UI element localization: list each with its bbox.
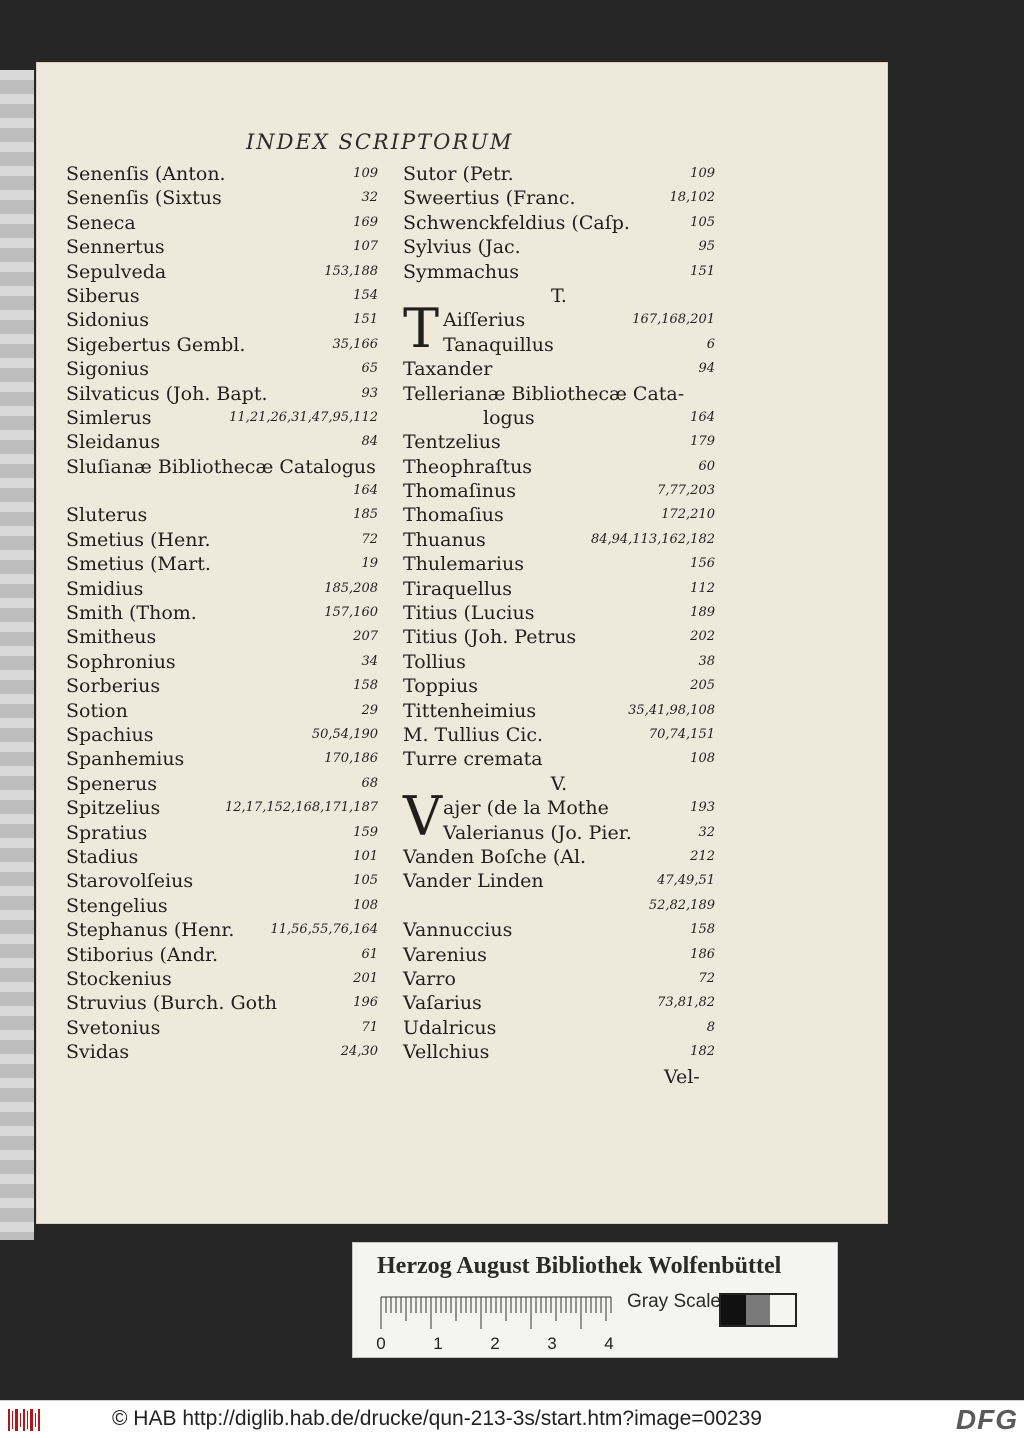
entry-pages: 205: [690, 678, 715, 694]
entry-pages: 112: [690, 580, 715, 596]
entry-pages: 18,102: [669, 190, 715, 206]
entry-name: Silvaticus (Joh. Bapt.: [66, 382, 268, 405]
index-entry: [403, 406, 715, 430]
entry-name: Spachius: [66, 723, 154, 746]
entry-name: Thomaſinus: [403, 480, 517, 503]
index-entry: [66, 723, 378, 747]
entry-name: Sorberius: [66, 675, 161, 698]
index-entry: [66, 772, 378, 796]
entry-pages: 158: [353, 678, 378, 694]
entry-name: Senenſis (Sixtus: [66, 187, 222, 210]
entry-name: Spenerus: [66, 772, 157, 795]
index-entry: [403, 382, 715, 406]
entry-name: Stadius: [66, 845, 139, 868]
index-entry: [66, 601, 378, 625]
entry-pages: 151: [690, 263, 715, 279]
index-entry: [66, 503, 378, 527]
entry-pages: 6: [706, 336, 715, 352]
entry-name: logus: [483, 406, 535, 429]
entry-pages: 151: [353, 312, 378, 328]
entry-pages: 7,77,203: [657, 483, 715, 499]
gray-scale-swatches: [719, 1293, 797, 1327]
entry-pages: 32: [698, 824, 715, 840]
adjacent-page-edge: [0, 70, 34, 1240]
entry-name: Smidius: [66, 577, 144, 600]
entry-name: Seneca: [66, 211, 136, 234]
entry-name: Tittenheimius: [403, 699, 537, 722]
entry-pages: 167,168,201: [632, 312, 715, 328]
entry-pages: 154: [353, 287, 378, 303]
entry-name: Titius (Joh. Petrus: [403, 626, 577, 649]
entry-pages: 94: [698, 361, 715, 377]
entry-pages: 8: [706, 1019, 715, 1035]
index-entry: [403, 260, 715, 284]
entry-pages: 71: [361, 1019, 378, 1035]
ruler-number: 3: [547, 1334, 557, 1353]
entry-name: Sigonius: [66, 358, 149, 381]
index-entry: [66, 235, 378, 259]
ruler-scale: [371, 1291, 621, 1353]
entry-name: Simlerus: [66, 406, 152, 429]
index-entry: [403, 503, 715, 527]
entry-pages: 50,54,190: [311, 726, 378, 742]
index-entry: [403, 699, 715, 723]
index-entry: [66, 845, 378, 869]
entry-pages: 159: [353, 824, 378, 840]
entry-name: Vellchius: [403, 1041, 490, 1064]
entry-pages: 105: [353, 873, 378, 889]
running-head: INDEX SCRIPTORUM: [246, 130, 514, 154]
entry-name: Schwenckfeldius (Caſp.: [403, 211, 630, 234]
ruler-number: 4: [604, 1334, 614, 1353]
entry-pages: 38: [698, 653, 715, 669]
index-entry: [66, 528, 378, 552]
entry-pages: 202: [690, 629, 715, 645]
index-entry: [66, 284, 378, 308]
entry-pages: 107: [353, 239, 378, 255]
index-entry: [403, 869, 715, 893]
entry-name: Sennertus: [66, 236, 165, 259]
section-letter: [403, 772, 715, 796]
section-letter: [403, 284, 715, 308]
ruler-number: 1: [433, 1334, 443, 1353]
entry-pages: 185: [353, 507, 378, 523]
index-entry: [403, 747, 715, 771]
entry-name: Sluſianæ Bibliothecæ Catalogus: [66, 455, 376, 478]
index-entry: [66, 650, 378, 674]
drop-cap: V: [403, 785, 442, 849]
entry-name: Stephanus (Henr.: [66, 919, 235, 942]
index-entry: [66, 796, 378, 820]
entry-name: Stengelius: [66, 894, 168, 917]
entry-pages: 196: [353, 995, 378, 1011]
entry-pages: 186: [690, 946, 715, 962]
section-letter-text: T.: [551, 284, 567, 307]
index-entry: [403, 967, 715, 991]
index-entry: [66, 967, 378, 991]
entry-pages: 35,166: [332, 336, 378, 352]
entry-pages: 34: [361, 653, 378, 669]
entry-pages: 70,74,151: [648, 726, 715, 742]
index-entry: [403, 430, 715, 454]
entry-pages: 61: [361, 946, 378, 962]
entry-name: Sidonius: [66, 309, 149, 332]
ruler-number: 0: [376, 1334, 386, 1353]
library-label-card: [352, 1242, 838, 1358]
index-entry: [403, 918, 715, 942]
entry-pages: 95: [698, 239, 715, 255]
index-entry: [66, 747, 378, 771]
entry-name: Sweertius (Franc.: [403, 187, 576, 210]
index-entry: [403, 211, 715, 235]
index-entry: [403, 235, 715, 259]
index-entry: [403, 674, 715, 698]
gray-scale-label: Gray Scale: [627, 1291, 721, 1312]
entry-name: Spitzelius: [66, 797, 161, 820]
gray-swatch-light: [770, 1295, 795, 1325]
hab-barcode-logo: [6, 1407, 44, 1433]
entry-name: Titius (Lucius: [403, 602, 535, 625]
entry-pages: 47,49,51: [657, 873, 715, 889]
entry-pages: 157,160: [324, 605, 378, 621]
entry-pages: 32: [361, 190, 378, 206]
entry-pages: 84: [361, 434, 378, 450]
footer-copyright-url: © HAB http://diglib.hab.de/drucke/qun-213-3s/start.htm?image=00239: [112, 1407, 762, 1430]
index-entry: [66, 308, 378, 332]
index-column-left: [66, 162, 378, 1064]
index-entry: [403, 601, 715, 625]
entry-name: Tellerianæ Bibliothecæ Cata-: [403, 382, 685, 405]
entry-pages: 179: [690, 434, 715, 450]
ruler-number: 2: [490, 1334, 500, 1353]
index-entry: [66, 186, 378, 210]
index-entry: [66, 479, 378, 503]
index-entry: [403, 821, 715, 845]
entry-name: Sleidanus: [66, 431, 161, 454]
entry-name: Svidas: [66, 1041, 130, 1064]
entry-pages: 109: [690, 166, 715, 181]
index-entry: [403, 552, 715, 576]
entry-name: Stockenius: [66, 967, 172, 990]
entry-name: Stiborius (Andr.: [66, 943, 219, 966]
entry-pages: 60: [698, 458, 715, 474]
entry-pages: 29: [361, 702, 378, 718]
entry-pages: 101: [353, 848, 378, 864]
entry-name: Symmachus: [403, 260, 519, 283]
section-letter-text: V.: [550, 772, 568, 795]
entry-pages: 68: [361, 775, 378, 791]
entry-name: M. Tullius Cic.: [403, 723, 543, 746]
index-entry: [66, 430, 378, 454]
drop-cap: T: [403, 297, 440, 361]
index-entry: [403, 162, 715, 186]
gray-swatch-mid: [746, 1295, 771, 1325]
entry-pages: 158: [690, 922, 715, 938]
index-entry: [66, 260, 378, 284]
entry-pages: 153,188: [324, 263, 378, 279]
entry-name: Vander Linden: [403, 870, 544, 893]
entry-pages: 65: [361, 361, 378, 377]
index-entry: [66, 455, 378, 479]
index-entry: [403, 455, 715, 479]
entry-pages: 35,41,98,108: [628, 702, 715, 718]
index-column-right: [403, 162, 715, 1064]
index-entry: [66, 674, 378, 698]
index-entry: [66, 918, 378, 942]
entry-pages: 108: [690, 751, 715, 767]
index-entry: [66, 894, 378, 918]
index-entry: [66, 943, 378, 967]
index-entry: [66, 577, 378, 601]
entry-name: Thuanus: [403, 528, 486, 551]
entry-pages: 169: [353, 214, 378, 230]
entry-pages: 52,82,189: [648, 897, 715, 913]
entry-name: Sepulveda: [66, 260, 167, 283]
entry-pages: 12,17,152,168,171,187: [225, 800, 378, 816]
entry-name: Tanaquillus: [443, 333, 554, 356]
entry-name: Spratius: [66, 821, 148, 844]
index-entry: [403, 186, 715, 210]
entry-pages: 172,210: [661, 507, 715, 523]
entry-pages: 24,30: [340, 1044, 378, 1060]
entry-name: Struvius (Burch. Goth: [66, 992, 277, 1015]
index-entry: [403, 357, 715, 381]
entry-name: Smetius (Mart.: [66, 553, 211, 576]
entry-name: Toppius: [403, 675, 479, 698]
entry-name: Aiſſerius: [443, 309, 526, 332]
entry-pages: 19: [361, 556, 378, 572]
entry-pages: 93: [361, 385, 378, 401]
catchword: Vel-: [664, 1066, 700, 1088]
entry-name: Varro: [403, 967, 456, 990]
entry-name: Vaſarius: [403, 992, 482, 1015]
index-entry: [403, 1040, 715, 1064]
entry-pages: 108: [353, 897, 378, 913]
index-entry: [66, 699, 378, 723]
index-entry: [66, 552, 378, 576]
entry-pages: 164: [353, 483, 378, 499]
entry-pages: 185,208: [324, 580, 378, 596]
entry-name: Smetius (Henr.: [66, 528, 211, 551]
entry-pages: 170,186: [324, 751, 378, 767]
entry-name: Thomaſius: [403, 504, 504, 527]
entry-name: Udalricus: [403, 1016, 497, 1039]
entry-pages: 72: [698, 970, 715, 986]
index-entry: [66, 821, 378, 845]
entry-pages: 201: [353, 970, 378, 986]
index-entry: [403, 991, 715, 1015]
entry-name: Tentzelius: [403, 431, 501, 454]
entry-name: Varenius: [403, 943, 487, 966]
entry-pages: 212: [690, 848, 715, 864]
index-entry: [403, 479, 715, 503]
entry-pages: 84,94,113,162,182: [590, 531, 715, 547]
entry-pages: 109: [353, 166, 378, 181]
index-entry: [66, 333, 378, 357]
index-entry: [403, 1016, 715, 1040]
dfg-logo: DFG: [955, 1404, 1018, 1435]
entry-name: Sutor (Petr.: [403, 163, 514, 185]
entry-name: Sylvius (Jac.: [403, 236, 521, 259]
index-entry: [403, 723, 715, 747]
index-entry: [66, 869, 378, 893]
entry-pages: 207: [353, 629, 378, 645]
index-entry: [66, 991, 378, 1015]
index-entry: [66, 211, 378, 235]
index-entry: [403, 625, 715, 649]
gray-swatch-dark: [721, 1295, 746, 1325]
entry-name: Taxander: [403, 358, 493, 381]
library-name: Herzog August Bibliothek Wolfenbüttel: [377, 1253, 782, 1279]
entry-pages: 11,21,26,31,47,95,112: [229, 409, 378, 425]
entry-name: Tollius: [403, 650, 466, 673]
entry-pages: 164: [690, 409, 715, 425]
index-entry: [403, 650, 715, 674]
entry-name: Spanhemius: [66, 748, 185, 771]
entry-name: ajer (de la Mothe: [443, 797, 609, 820]
footer-bar: [0, 1400, 1024, 1438]
entry-pages: 105: [690, 214, 715, 230]
entry-pages: 11,56,55,76,164: [270, 922, 378, 938]
index-entry: [403, 943, 715, 967]
index-entry: [403, 528, 715, 552]
index-entry: [66, 1016, 378, 1040]
index-entry: [403, 845, 715, 869]
index-entry: [403, 577, 715, 601]
entry-name: Smith (Thom.: [66, 602, 197, 625]
index-entry: [66, 625, 378, 649]
index-entry: [66, 162, 378, 186]
entry-name: Tiraquellus: [403, 577, 512, 600]
index-entry: [66, 406, 378, 430]
entry-name: Turre cremata: [403, 748, 543, 771]
entry-name: Sigebertus Gembl.: [66, 333, 246, 356]
entry-name: Smitheus: [66, 626, 157, 649]
entry-pages: 189: [690, 605, 715, 621]
entry-name: Svetonius: [66, 1016, 161, 1039]
entry-pages: 193: [690, 800, 715, 816]
entry-name: Sophronius: [66, 650, 176, 673]
index-entry: [66, 382, 378, 406]
entry-pages: 72: [361, 531, 378, 547]
index-entry: [403, 894, 715, 918]
entry-pages: 73,81,82: [657, 995, 715, 1011]
entry-name: Vannuccius: [403, 919, 513, 942]
entry-name: Siberus: [66, 284, 140, 307]
entry-name: Sluterus: [66, 504, 148, 527]
entry-name: Vanden Boſche (Al.: [403, 845, 587, 868]
entry-pages: 182: [690, 1044, 715, 1060]
entry-name: Thulemarius: [403, 553, 524, 576]
entry-pages: 156: [690, 556, 715, 572]
index-entry: [403, 333, 715, 357]
entry-name: Theophraſtus: [403, 455, 533, 478]
entry-name: Senenſis (Anton.: [66, 163, 226, 185]
entry-name: Valerianus (Jo. Pier.: [443, 821, 632, 844]
entry-name: Sotion: [66, 699, 128, 722]
index-entry: [66, 357, 378, 381]
entry-name: Starovolſeius: [66, 870, 194, 893]
index-entry: [66, 1040, 378, 1064]
